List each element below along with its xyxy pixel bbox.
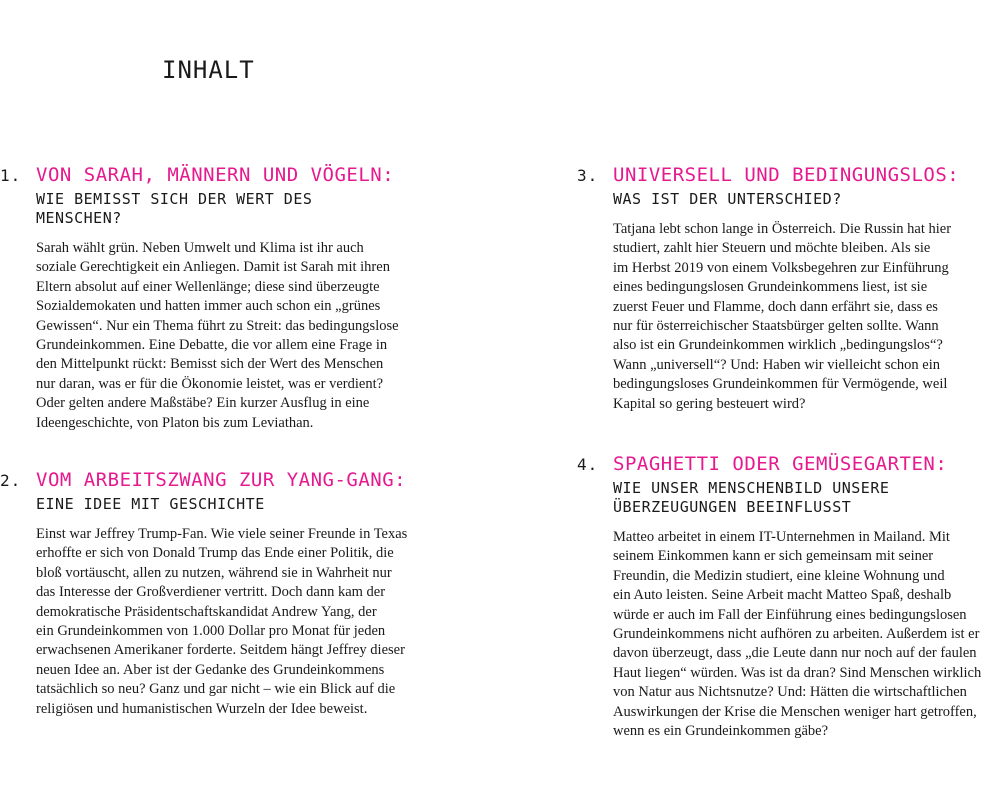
subheading-line: MENSCHEN? — [36, 209, 122, 227]
body-line: Grundeinkommen. Eine Debatte, die vor allem eine Frage in — [36, 337, 388, 354]
entry-subheading — [613, 479, 998, 517]
subheading-line: WIE BEMISST SICH DER WERT DES — [36, 190, 313, 208]
body-line: soziale Gerechtigkeit ein Anliegen. Damit ist Sarah mit ihren — [36, 259, 390, 276]
body-line: ein Auto leisten. Seine Arbeit macht Matteo Spaß, deshalb — [613, 587, 952, 604]
toc-entry-1 — [0, 164, 426, 433]
body-line: Freundin, die Medizin studiert, eine kleine Wohnung und — [613, 567, 945, 584]
body-line: bedingungsloses Grundeinkommen für Vermögende, weil — [613, 376, 948, 393]
body-line: ein Grundeinkommen von 1.000 Dollar pro Monat für jeden — [36, 623, 386, 640]
body-line: Kapital so gering besteuert wird? — [613, 395, 806, 412]
toc-entry-2 — [0, 469, 426, 719]
body-line: studiert, zahlt hier Steuern und möchte bleiben. Als sie — [613, 240, 931, 257]
body-line: das Interesse der Großverdiener vertritt. Doch dann kam der — [36, 584, 386, 601]
body-line: Grundeinkommens nicht aufhören zu arbeiten. Außerdem ist er — [613, 626, 980, 643]
subheading-line: ÜBERZEUGUNGEN BEEINFLUSST — [613, 498, 852, 516]
body-line: Sarah wählt grün. Neben Umwelt und Klima ist ihr auch — [36, 240, 364, 256]
body-line: demokratische Präsidentschaftskandidat Andrew Yang, der — [36, 603, 377, 620]
entry-subheading — [36, 495, 426, 514]
body-line: Wann „universell“? Und: Haben wir vielleicht schon ein — [613, 356, 940, 373]
entry-heading: VOM ARBEITSZWANG ZUR YANG-GANG: — [36, 469, 407, 491]
subheading-line: WIE UNSER MENSCHENBILD UNSERE — [613, 479, 890, 497]
body-line: bloß vortäuscht, allen zu nutzen, während sie in Wahrheit nur — [36, 564, 392, 581]
body-line: tatsächlich so neu? Ganz und gar nicht – wie ein Blick auf die — [36, 681, 396, 698]
body-line: Einst war Jeffrey Trump-Fan. Wie viele seiner Freunde in Texas — [36, 526, 408, 542]
body-line: eines bedingungslosen Grundeinkommens liest, ist sie — [613, 279, 928, 296]
body-line: Haut liegen“ würden. Was ist da dran? Sind Menschen wirklich — [613, 664, 982, 681]
entry-heading: UNIVERSELL UND BEDINGUNGSLOS: — [613, 164, 960, 186]
body-line: davon überzeugt, dass „die Leute dann nur noch auf der faulen — [613, 645, 977, 662]
body-line: von Natur aus Nichtsnutze? Und: Hätten die wirtschaftlichen — [613, 684, 967, 701]
body-line: würde er auch im Fall der Einführung eines bedingungslosen — [613, 606, 967, 623]
body-line: Eltern absolut auf einer Wellenlänge; diese sind überzeugte — [36, 278, 380, 295]
entry-subheading — [36, 190, 426, 228]
subheading-line: WAS IST DER UNTERSCHIED? — [613, 190, 842, 208]
body-line: nur für österreichischer Staatsbürger gelten sollte. Wann — [613, 318, 939, 335]
page-title: INHALT — [162, 56, 255, 84]
body-line: erhoffte er sich von Donald Trump das Ende einer Politik, die — [36, 545, 394, 562]
body-line: nur daran, was er für die Ökonomie leistet, was er verdient? — [36, 375, 384, 392]
toc-entry-4 — [577, 453, 998, 741]
subheading-line: EINE IDEE MIT GESCHICHTE — [36, 495, 265, 513]
body-line: erwachsenen Amerikaner forderte. Seitdem hängt Jeffrey dieser — [36, 642, 405, 659]
body-line: also ist ein Grundeinkommen wirklich „bedingungslos“? — [613, 337, 943, 354]
entry-subheading — [613, 190, 993, 209]
entry-number: 2. — [0, 471, 22, 490]
entry-body — [36, 525, 426, 719]
body-line: den Mittelpunkt rückt: Bemisst sich der Wert des Menschen — [36, 356, 384, 373]
entry-body — [613, 220, 993, 414]
body-line: im Herbst 2019 von einem Volksbegehren zur Einführung — [613, 259, 949, 276]
toc-entry-3 — [577, 164, 993, 414]
body-line: Ideengeschichte, von Platon bis zum Leviathan. — [36, 414, 314, 431]
entry-heading: SPAGHETTI ODER GEMÜSEGARTEN: — [613, 453, 948, 475]
body-line: wenn es ein Grundeinkommen gäbe? — [613, 723, 829, 740]
body-line: Auswirkungen der Krise die Menschen weniger hart getroffen, — [613, 703, 977, 720]
body-line: Tatjana lebt schon lange in Österreich. Die Russin hat hier — [613, 221, 952, 237]
entry-number: 3. — [577, 166, 599, 185]
body-line: zuerst Feuer und Flamme, doch dann erfährt sie, dass es — [613, 298, 938, 315]
body-line: Matteo arbeitet in einem IT-Unternehmen in Mailand. Mit — [613, 529, 950, 545]
body-line: Oder gelten andere Maßstäbe? Ein kurzer Ausflug in eine — [36, 395, 370, 412]
body-line: seinem Einkommen kann er sich gemeinsam mit seiner — [613, 548, 934, 565]
body-line: religiösen und humanistischen Wurzeln der Idee beweist. — [36, 700, 368, 717]
body-line: Gewissen“. Nur ein Thema führt zu Streit: das bedingungslose — [36, 317, 399, 334]
entry-heading: VON SARAH, MÄNNERN UND VÖGELN: — [36, 164, 395, 186]
entry-number: 4. — [577, 455, 599, 474]
entry-number: 1. — [0, 166, 22, 185]
body-line: Sozialdemokaten und hatten immer auch schon ein „grünes — [36, 298, 381, 315]
entry-body — [36, 239, 426, 433]
entry-body — [613, 528, 998, 741]
body-line: neuen Idee an. Aber ist der Gedanke des Grundeinkommens — [36, 661, 385, 678]
